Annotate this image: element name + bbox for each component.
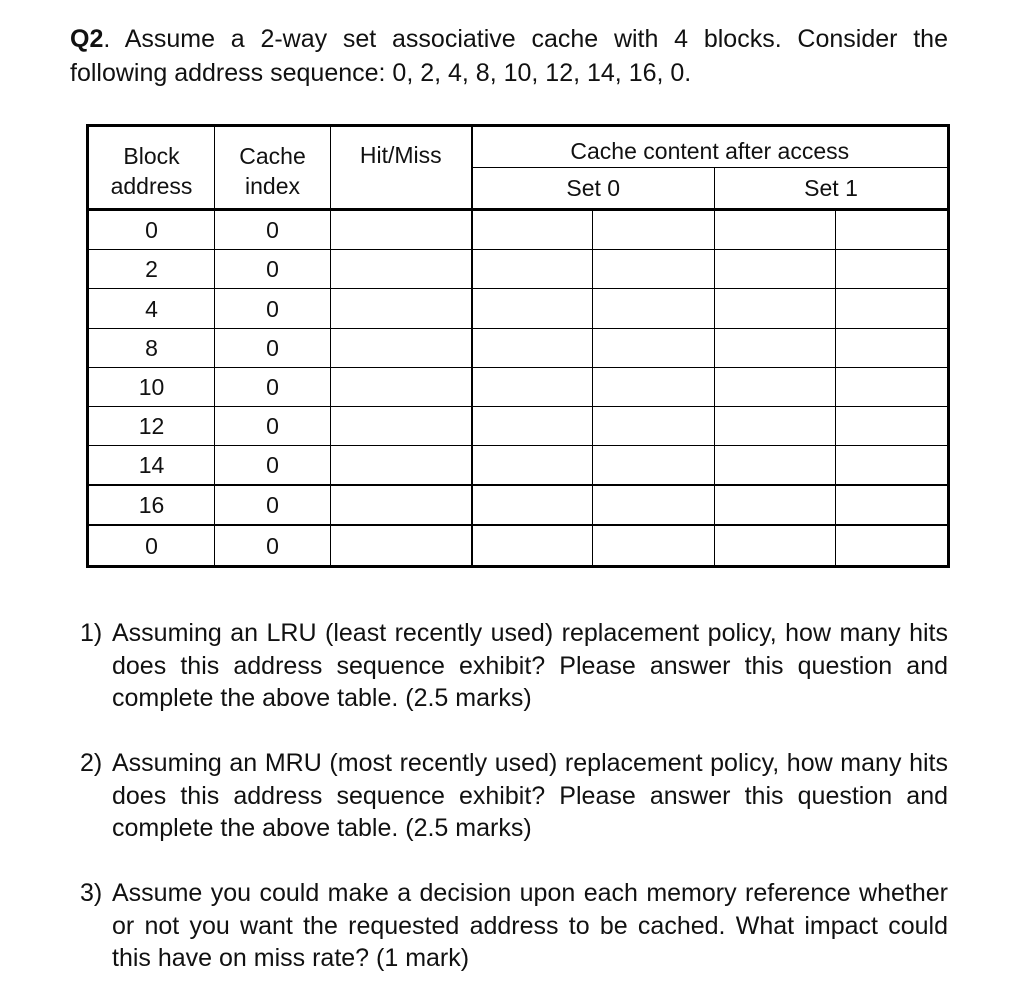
item-number: 2) [80,749,103,777]
set0-way1-cell [593,289,715,328]
set1-way1-cell [836,485,949,525]
set0-way0-cell [472,445,593,485]
question-body: . Assume a 2-way set associative cache with 4 blocks. Consider the following address sequence: 0, 2, 4, 8, 10, 12, 14, 16, 0. [70,25,948,87]
set1-way0-cell [715,289,836,328]
hit-miss-cell [331,445,472,485]
set1-way1-cell [836,250,949,289]
header-row [88,126,949,168]
block-address-cell: 0 [88,210,215,250]
item-number: 1) [80,619,103,647]
hit-miss-cell [331,485,472,525]
block-address-cell: 4 [88,289,215,328]
header-set-0: Set 0 [472,168,715,210]
set0-way0-cell [472,250,593,289]
item-text: Assuming an LRU (least recently used) replacement policy, how many hits does this address sequence exhibit? Please answer this question and complete the above table. (2.5 marks) [112,619,948,712]
block-address-cell: 12 [88,406,215,445]
set0-way0-cell [472,525,593,566]
item-number: 3) [80,879,103,907]
table-row [88,289,949,328]
cache-index-cell: 0 [215,328,331,367]
block-address-cell: 16 [88,485,215,525]
item-text: Assume you could make a decision upon each memory reference whether or not you want the requested address to be cached. What impact could this have on miss rate? (1 mark) [112,879,948,972]
question-item-1 [80,617,948,715]
set0-way1-cell [593,328,715,367]
set1-way1-cell [836,289,949,328]
cache-table [86,124,950,568]
set1-way0-cell [715,525,836,566]
set0-way1-cell [593,210,715,250]
header-cache-index: Cache index [215,126,331,210]
set1-way1-cell [836,367,949,406]
hit-miss-cell [331,289,472,328]
table-row [88,406,949,445]
question-text [70,22,948,90]
set1-way1-cell [836,525,949,566]
block-address-cell: 10 [88,367,215,406]
set0-way1-cell [593,485,715,525]
set0-way0-cell [472,406,593,445]
cache-index-cell: 0 [215,525,331,566]
question-label: Q2 [70,25,104,53]
table-row [88,210,949,250]
cache-index-cell: 0 [215,485,331,525]
set1-way1-cell [836,445,949,485]
cache-table-body [88,126,949,567]
cache-index-cell: 0 [215,250,331,289]
set1-way1-cell [836,406,949,445]
set1-way0-cell [715,250,836,289]
header-block-address: Block address [88,126,215,210]
cache-index-cell: 0 [215,210,331,250]
set1-way0-cell [715,328,836,367]
set0-way0-cell [472,367,593,406]
item-text: Assuming an MRU (most recently used) replacement policy, how many hits does this address sequence exhibit? Please answer this question and complete the above table. (2.5 marks) [112,749,948,842]
block-address-cell: 2 [88,250,215,289]
header-hit-miss: Hit/Miss [331,126,472,210]
set1-way0-cell [715,406,836,445]
block-address-cell: 0 [88,525,215,566]
set1-way0-cell [715,367,836,406]
cache-index-cell: 0 [215,445,331,485]
question-item-2 [80,747,948,845]
cache-index-cell: 0 [215,289,331,328]
cache-index-cell: 0 [215,406,331,445]
set0-way1-cell [593,367,715,406]
question-item-3 [80,877,948,975]
table-row [88,445,949,485]
header-set-1: Set 1 [715,168,949,210]
hit-miss-cell [331,367,472,406]
set0-way1-cell [593,525,715,566]
cache-index-cell: 0 [215,367,331,406]
set0-way1-cell [593,445,715,485]
set1-way0-cell [715,445,836,485]
set1-way0-cell [715,485,836,525]
set0-way1-cell [593,406,715,445]
hit-miss-cell [331,525,472,566]
block-address-cell: 8 [88,328,215,367]
header-cache-content: Cache content after access [472,126,949,168]
set0-way0-cell [472,289,593,328]
hit-miss-cell [331,406,472,445]
hit-miss-cell [331,328,472,367]
table-row [88,367,949,406]
table-row [88,485,949,525]
set0-way0-cell [472,485,593,525]
set1-way1-cell [836,210,949,250]
block-address-cell: 14 [88,445,215,485]
hit-miss-cell [331,210,472,250]
hit-miss-cell [331,250,472,289]
table-row [88,328,949,367]
set0-way0-cell [472,210,593,250]
table-row [88,250,949,289]
set1-way0-cell [715,210,836,250]
table-row [88,525,949,566]
set0-way1-cell [593,250,715,289]
set0-way0-cell [472,328,593,367]
set1-way1-cell [836,328,949,367]
